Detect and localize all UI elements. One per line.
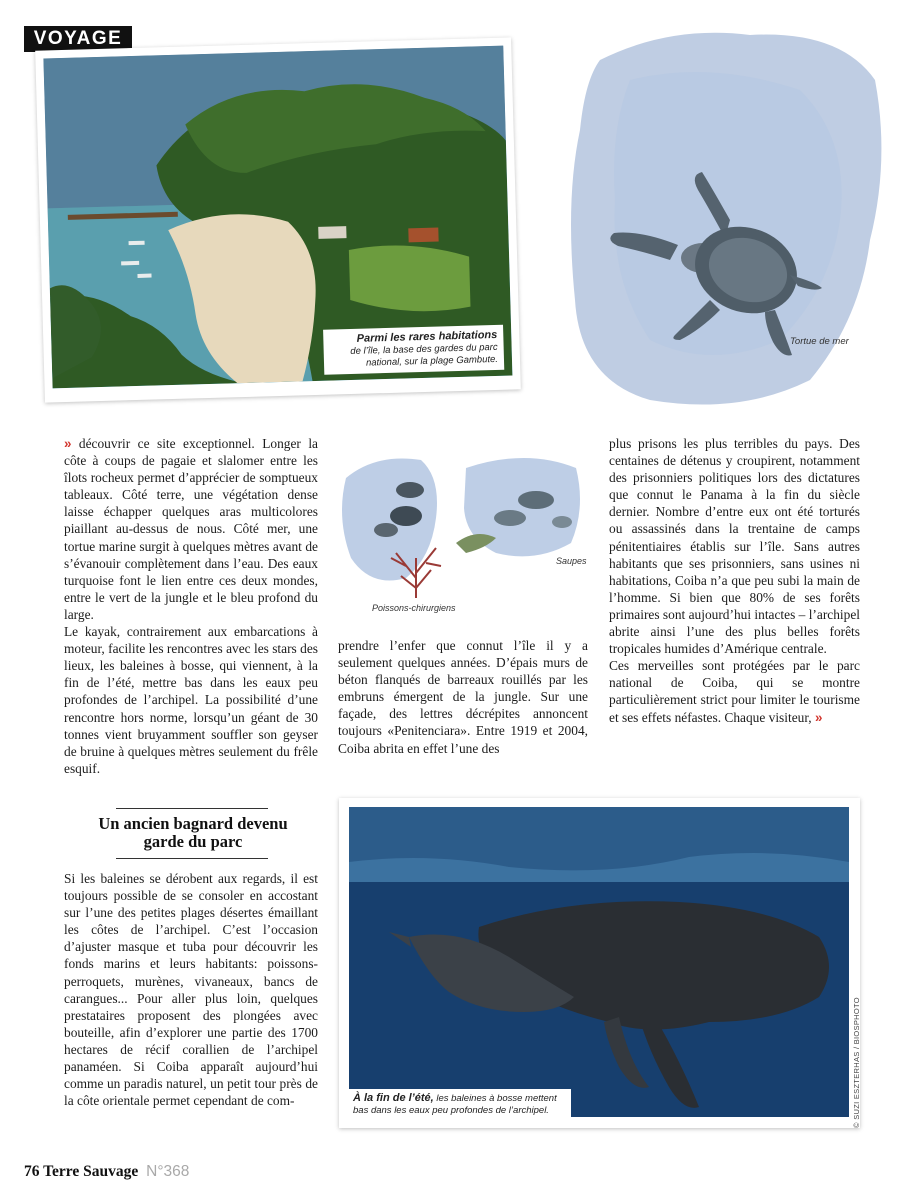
page-number: 76 <box>24 1163 40 1180</box>
subtitle-rule-bottom <box>116 858 268 859</box>
whale-photo-frame <box>339 798 860 1128</box>
paragraph: Le kayak, contrairement aux embarcations à moteur, facilite les rencontres avec les stars des lieux, les baleines à bosse, qui viennent, à la fin de l’été, mettre bas dans les eaux peu profondes de l’archipel. La possibilité d’une rencontre hors norme, lorsqu’un géant de 30 tonnes vient bruyamment souffler son geyser de bruine à quelques mètres seulement du frêle esquif. <box>64 624 318 776</box>
whale-photo <box>349 807 849 1117</box>
section-tag: VOYAGE <box>24 26 132 52</box>
photo-credit: © SUZI ESZTERHAS / BIOSPHOTO <box>852 997 861 1128</box>
paragraph <box>609 657 860 725</box>
magazine-name: Terre Sauvage <box>43 1163 139 1180</box>
fish-illustration <box>336 448 588 624</box>
saupes-caption: Saupes <box>556 556 587 566</box>
whale-photo-caption <box>347 1089 571 1120</box>
article-column-1 <box>64 435 318 777</box>
poissons-chirurgiens-caption: Poissons-chirurgiens <box>372 603 456 613</box>
island-photo-frame <box>35 37 521 402</box>
issue-number: N°368 <box>146 1163 190 1180</box>
continued-marker: » <box>64 436 72 451</box>
paragraph: Si les baleines se dérobent aux regards, il est toujours possible de se consoler en accostant sur l’une des petites plages désertes émaillant les côtes de l’archipel. C’est l’occasion d’ajuster masque et tuba pour découvrir les fonds marins et leurs habitants: poissons-perroquets, murènes, vivaneaux, bancs de carangues... Pour aller plus loin, quelques prestataires proposent des plongées avec bouteille, afin d’explorer une partie des 1700 hectares de récif corallien de l’archipel panaméen. Si Coiba apparaît aujourd’hui comme un paradis naturel, un petit tour près de la côte orientale permet cependant de com- <box>64 871 318 1109</box>
article-column-2 <box>338 637 588 757</box>
section-subtitle: Un ancien bagnard devenu garde du parc <box>98 814 288 851</box>
turtle-caption: Tortue de mer <box>790 336 849 347</box>
paragraph: plus prisons les plus terribles du pays. Des centaines de détenus y croupirent, notamment des prisonniers politiques lors des dictatures que connut le Panama à la fin du siècle dernier. Nombre d’entre eux ont été torturés ou assassinés dans la trentaine de camps pénitentiaires établis sur l’île. Sans autres habitants que ses prisonniers, sans usines ni habitations, Coiba n’a que peu subi la main de l’homme. Si bien que 80% de ses forêts primaires sont aujourd’hui intactes – l’archipel abrite ainsi l’une des plus belles forêts tropicales humides d’Amérique centrale. <box>609 436 860 657</box>
article-column-3 <box>609 435 860 726</box>
subtitle-rule-top <box>116 808 268 809</box>
paragraph <box>64 435 318 623</box>
caption-text: les baleines à bosse mettent bas dans les eaux peu profondes de l’archipel. <box>353 1093 557 1116</box>
caption-text: de l’île, la base des gardes du parc national, sur la plage Gambute. <box>350 341 499 369</box>
paragraph: prendre l’enfer que connut l’île il y a seulement quelques années. D’épais murs de béton flanqués de barreaux rouillés par les embruns émergent de la jungle. Sur une façade, des lettres décrépites annoncent toujours «Penitenciara». Entre 1919 et 2004, Coiba abrita en effet l’une des <box>338 638 588 756</box>
turtle-illustration <box>560 20 890 410</box>
paragraph-text: découvrir ce site exceptionnel. Longer la côte à coups de pagaie et slalomer entre les îlots rocheux permet d’apprécier de somptueux tableaux. Côté terre, une végétation dense laisse échapper quelques aras multicolores piaillant au-dessus de nous. Côté mer, une tortue marine surgit à quelques mètres avant de s’évanouir complètement dans l’eau. Des eaux turquoise font le lien entre ces deux mondes, entre le vert de la jungle et le bleu profond du large. <box>64 436 318 622</box>
caption-lead: À la fin de l’été, <box>353 1092 434 1104</box>
paragraph-text: Ces merveilles sont protégées par le parc national de Coiba, qui se montre particulièrement strict pour limiter le tourisme et ses effets néfastes. Chaque visiteur, <box>609 658 860 725</box>
island-photo-caption <box>323 325 504 375</box>
article-column-subsection <box>64 870 318 1109</box>
caption-lead: Parmi les rares habitations <box>356 328 498 345</box>
continues-marker: » <box>814 709 823 725</box>
page-footer <box>24 1163 189 1181</box>
